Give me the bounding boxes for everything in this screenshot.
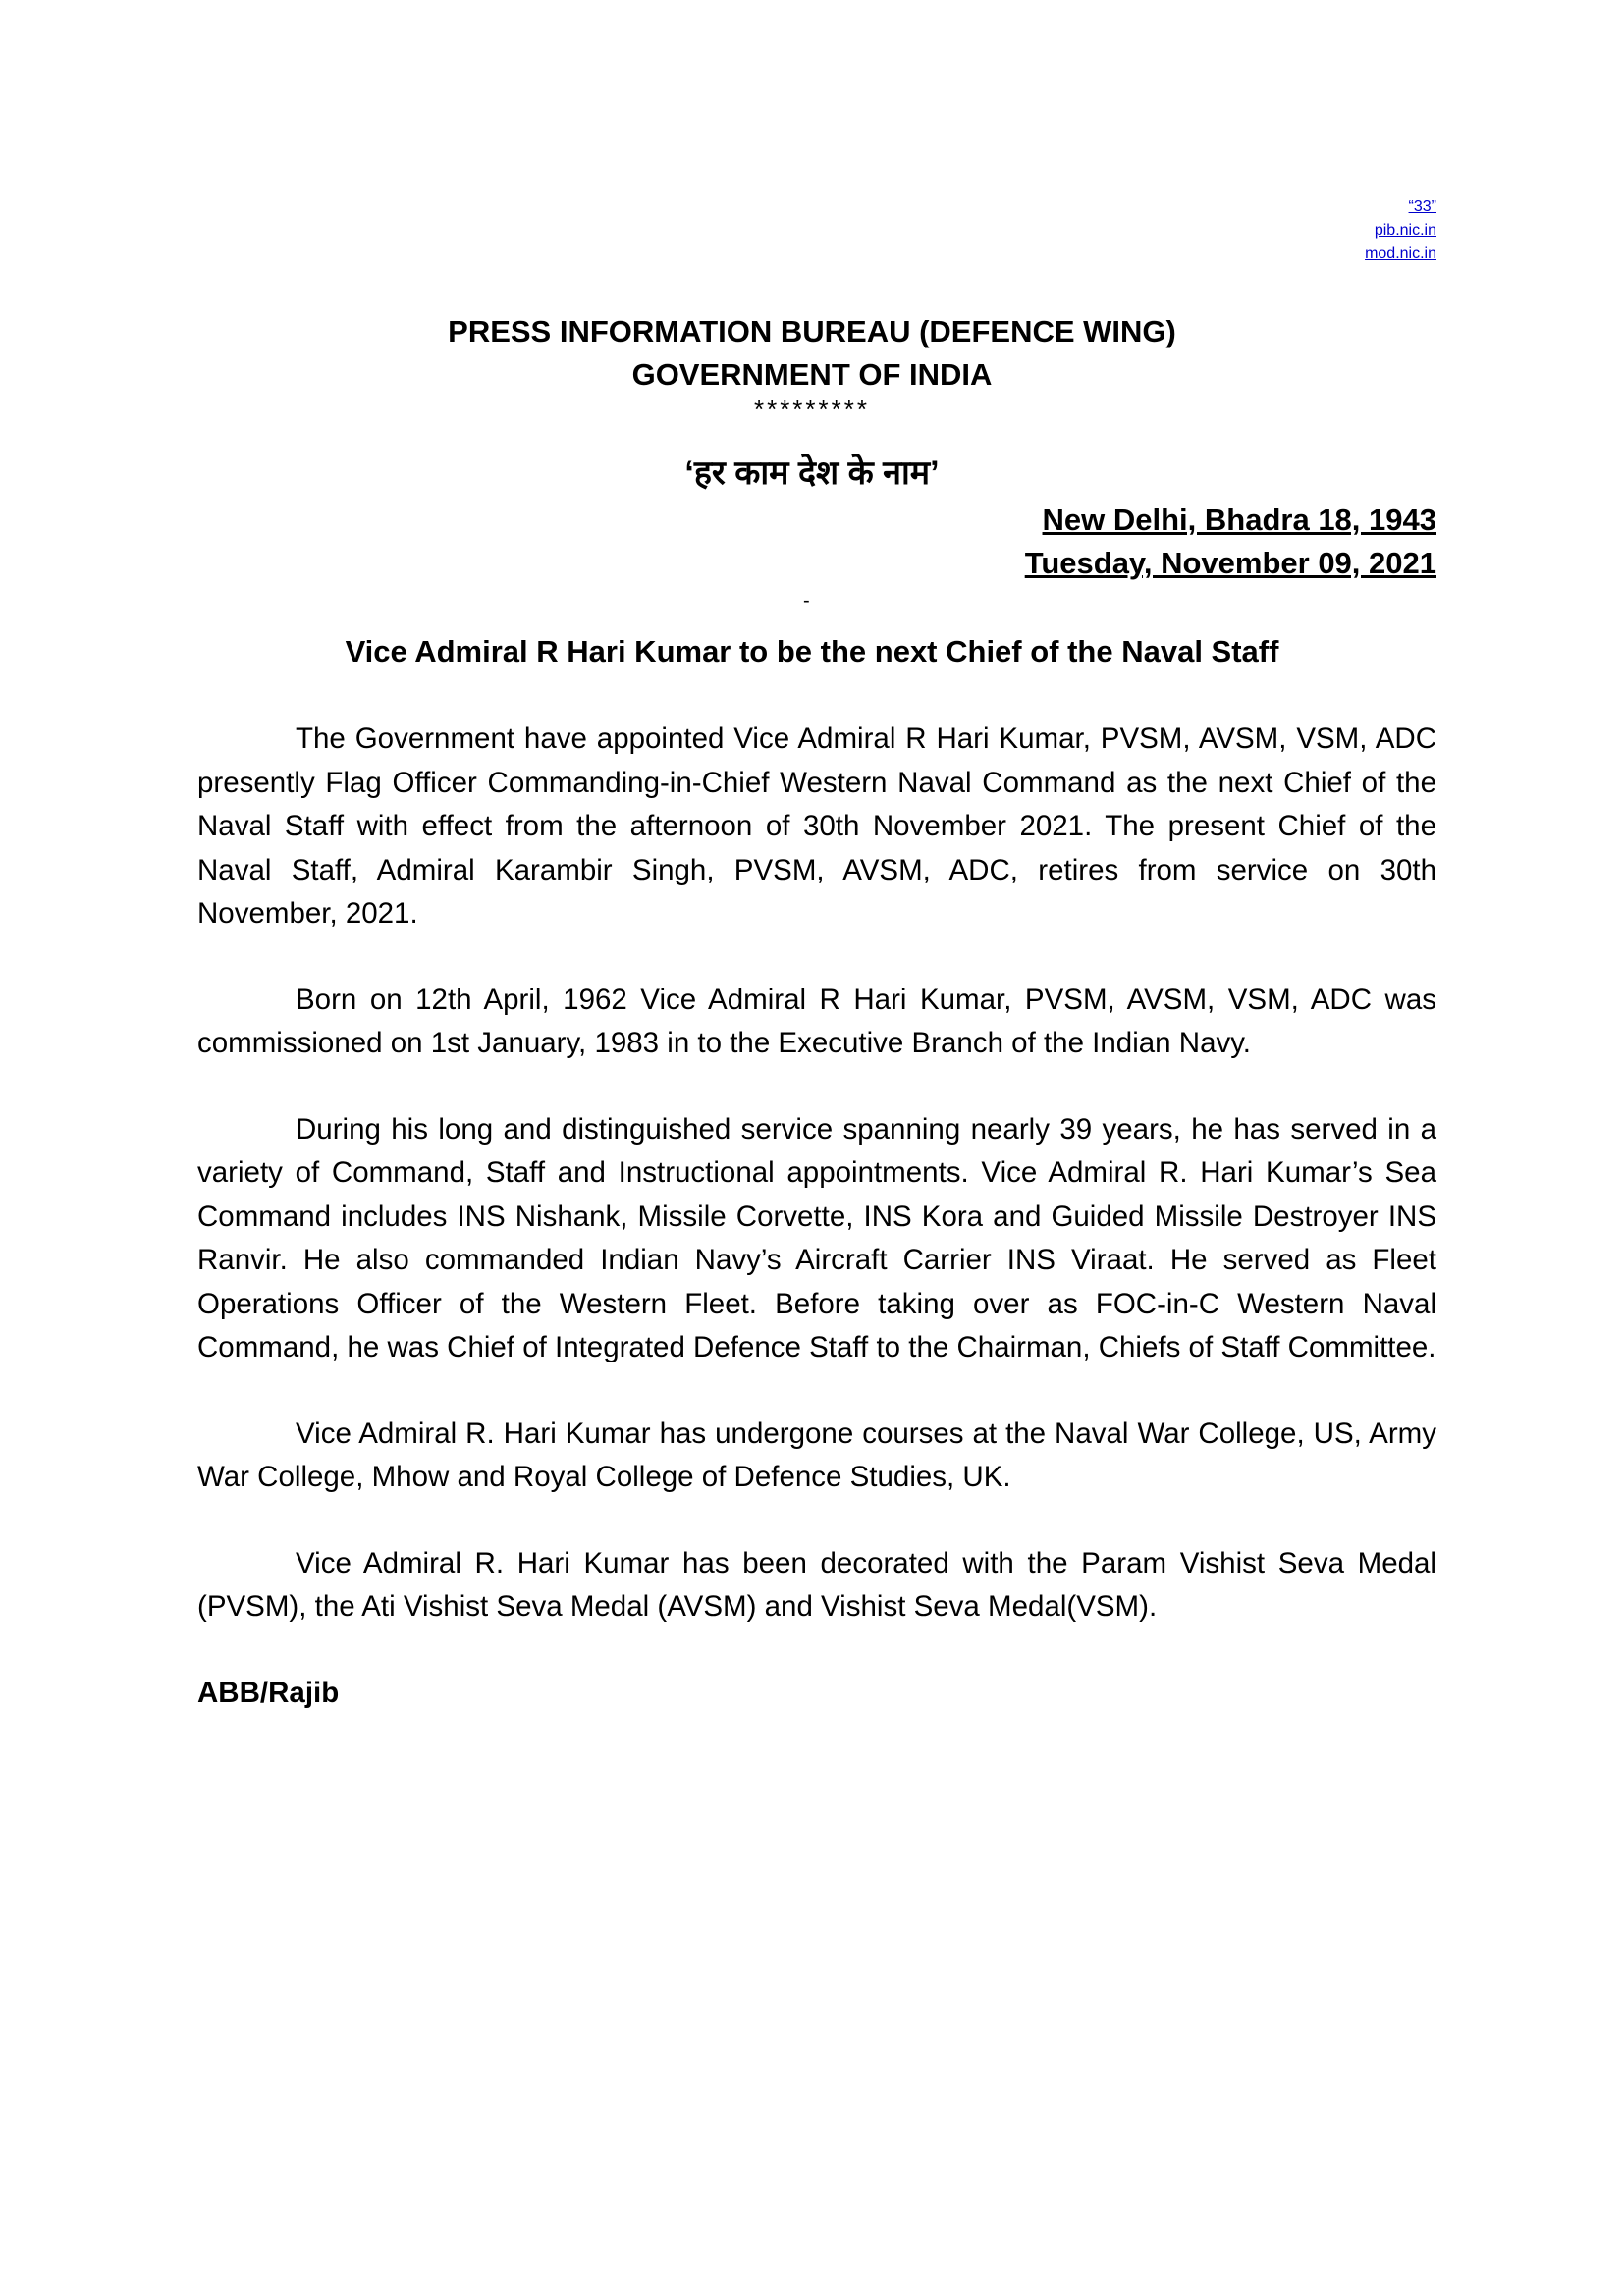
body-paragraph-appointment: The Government have appointed Vice Admiral R Hari Kumar, PVSM, AVSM, VSM, ADC presently Flag Officer Commanding-in-Chief Western Naval Command as the next Chief of the Naval Staff with effect from the afternoon of 30th November 2021. The present Chief of the Naval Staff, Admiral Karambir Singh, PVSM, AVSM, ADC, retires from service on 30th November, 2021. bbox=[197, 722, 1436, 930]
mod-site-link[interactable]: mod.nic.in bbox=[1365, 245, 1436, 262]
signoff: ABB/Rajib bbox=[197, 1676, 340, 1709]
header-separator: ********* bbox=[753, 395, 871, 424]
body-paragraph-courses: Vice Admiral R. Hari Kumar has undergone courses at the Naval War College, US, Army War College, Mhow and Royal College of Defence Studies, UK. bbox=[197, 1416, 1436, 1493]
dateline-place-date: New Delhi, Bhadra 18, 1943 bbox=[1042, 503, 1436, 537]
org-name-line1: PRESS INFORMATION BUREAU (DEFENCE WING) bbox=[448, 314, 1176, 348]
org-name-line2: GOVERNMENT OF INDIA bbox=[631, 357, 993, 392]
release-number-link[interactable]: “33” bbox=[1408, 198, 1436, 215]
hindi-motto: ‘हर काम देश के नाम’ bbox=[684, 454, 940, 492]
dash-mark: - bbox=[803, 590, 810, 612]
body-paragraph-service: During his long and distinguished service spanning nearly 39 years, he has served in a variety of Command, Staff and Instructional appointments. Vice Admiral R. Hari Kumar’s Sea Command includes INS Nishank, Missile Corvette, INS Kora and Guided Missile Destroyer INS Ranvir. He also commanded Indian Navy’s Aircraft Carrier INS Viraat. He served as Fleet Operations Officer of the Western Fleet. Before taking over as FOC-in-C Western Naval Command, he was Chief of Integrated Defence Staff to the Chairman, Chiefs of Staff Committee. bbox=[197, 1112, 1436, 1363]
body-paragraph-birth: Born on 12th April, 1962 Vice Admiral R Hari Kumar, PVSM, AVSM, VSM, ADC was commissioned on 1st January, 1983 in to the Executive Branch of the Indian Navy. bbox=[197, 983, 1436, 1059]
release-headline: Vice Admiral R Hari Kumar to be the next Chief of the Naval Staff bbox=[345, 634, 1279, 668]
pib-site-link[interactable]: pib.nic.in bbox=[1374, 222, 1436, 239]
body-paragraph-decorations: Vice Admiral R. Hari Kumar has been decorated with the Param Vishist Seva Medal (PVSM), the Ati Vishist Seva Medal (AVSM) and Vishist Seva Medal(VSM). bbox=[197, 1546, 1436, 1623]
dateline-weekday-date: Tuesday, November 09, 2021 bbox=[1024, 546, 1436, 580]
release-body bbox=[197, 718, 1436, 1715]
top-right-links bbox=[1365, 195, 1436, 266]
